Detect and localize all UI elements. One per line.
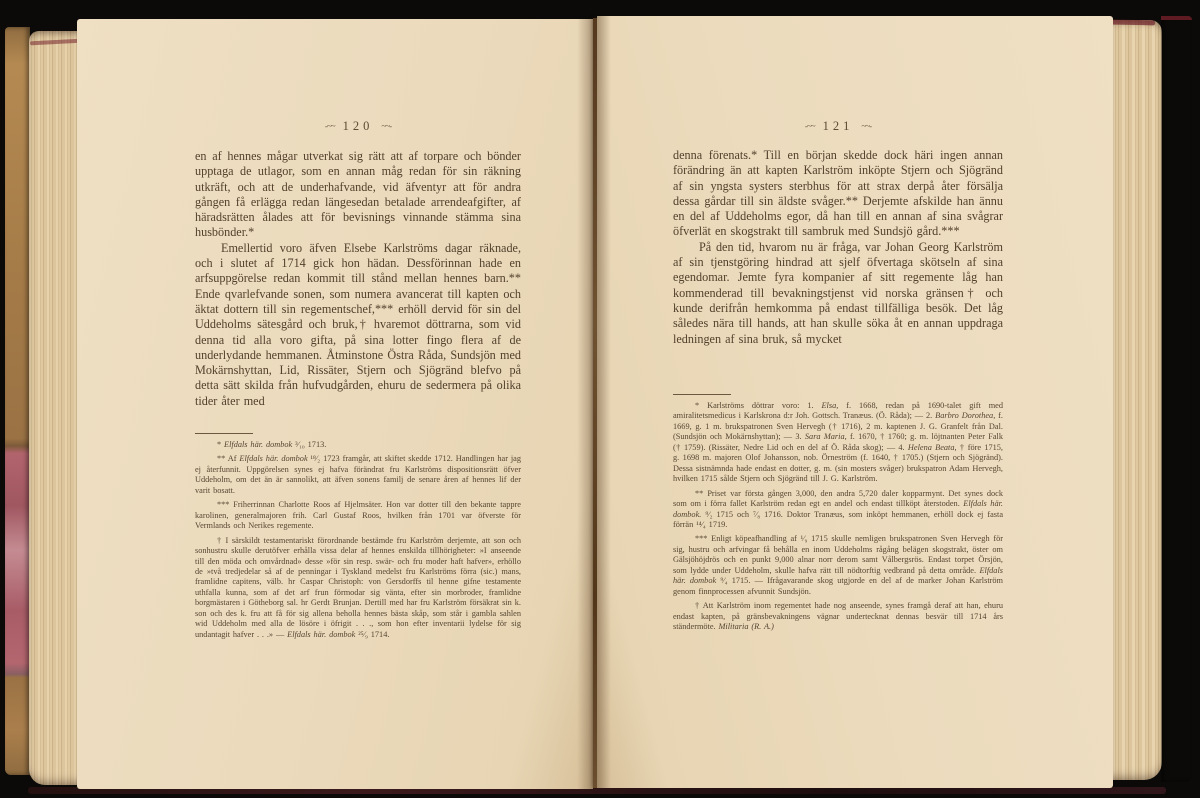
page-right	[597, 16, 1113, 788]
footnotes-block	[195, 440, 521, 644]
footnote: † Att Karlström inom regementet hade nog anseende, synes framgå deraf att han, ehuru endast kapten, på gränsbevakningens vägnar undertecknat dennas besvär till 1714 års ständermöte. Militaria (R. A.)	[673, 601, 1003, 632]
page-number: 120	[342, 119, 374, 133]
paragraph: Emellertid voro äfven Elsebe Karlströms dagar räknade, och i slutet af 1714 gick hon hädan. Dessförinnan hade en arfsuppgörelse redan kommit till stånd mellan hennes barn.** Ende qvarlefvande sonen, som numera avancerat till kapten och äktat dottern till sin regementschef,*** erhöll dervid för sin del Uddeholms sätesgård och bruk,† hvaremot döttrarna, som vid denna tid alla voro gifta, på sina lotter fingo flera af de underlydande hemmanen. Åtminstone Östra Råda, Sundsjön med Mokärnshyttan, Lid, Rissäter, Stjern och Sjögränd blefvo på detta sätt skilda från hufvudgården, ehuru de sedermera på olika tider åter med	[195, 240, 521, 408]
main-text-block	[673, 148, 1003, 347]
paragraph: denna förenats.* Till en början skedde dock häri ingen annan förändring än att kapten Karlström inköpte Stjern och Sjögränd af sin yngsta systers sterbhus för att strax derpå åter försälja dessa gårdar till sin äldste svåger.** Derjemte afskilde han ännu en del af Uddeholms egor, då han till en annan af sina svågrar öfverlät en skogstrakt till sambruk med Sundsjö gård.***	[673, 148, 1003, 239]
footnote: ** Af Elfdals här. dombok ¹⁸⁄₂ 1723 framgår, att skiftet skedde 1712. Handlingen har jag ej återfunnit. Uppgörelsen synes ej hafva förändrat fru Karlströms dispositionsrätt öfver Uddeholm, om det än är sannolikt, att äfven sonens familj de senare åren af hennes lif der varit bosatt.	[195, 454, 521, 495]
page-edges-right	[1112, 20, 1162, 780]
page-number: 121	[822, 119, 854, 133]
footnote: † I särskildt testamentariskt förordnande bestämde fru Karlström derjemte, att son och sonhustru skulle derutöfver erhålla vissa delar af hennes enskilda tillhörigheter: »I anseende till den möda och omvårdnad» desse »för sin resp. swär- och fru moder haft hafver», erhöllo de »två tredjedelar så af de penningar i Tyskland medelst fru Karlströms förra (sic.) mans, framlidne capitens, välb. hr Caspar Christoph: von Gersdorffs til henne gifne testamente uthfalla kunna, som af det arf frun förmodar sig vänta, efter sin morbroder, framlidne borgmästaren i Götheborg sal. hr Gerdt Brunjan. Dertill med har fru Karlström försäkrat sin k. son och des k. fru att få för sig allena beholla hennes bästa skåp, som står i gambla sahlen wid Uddeholm med alla de lösöre i öfrigit . . ., som hon efter inventarii lydelse för sig undantagit hafver . . .» — Elfdals här. dombok ²⁵⁄₉ 1714.	[195, 535, 521, 639]
header-flourish-icon: -~~	[324, 120, 335, 131]
footnote: * Elfdals här. dombok ³⁄₁₀ 1713.	[217, 440, 327, 449]
footnote-rule	[195, 433, 253, 434]
footnote: *** Friherrinnan Charlotte Roos af Hjelmsäter. Hon var dotter till den bekante tappre karolinen, generalmajoren frih. Carl Gustaf Roos, hvilken från 1701 var öfverste för Vermlands och Nerikes regemente.	[195, 500, 521, 531]
paragraph: På den tid, hvarom nu är fråga, var Johan Georg Karlström af sin tjenstgöring hindrad att sjelf öfvertaga skötseln af sina egendomar. Jemte fyra kompanier af sitt regemente låg han kommenderad till bevakningstjenst vid norska gränsen† och kunde derifrån hemkomma på endast tillfälliga besök. Det låg således nära till hands, att han skulle söka åt en annan uppdraga ledningen af sina bruk, så mycket	[673, 239, 1003, 346]
book-cover-right	[1161, 16, 1192, 782]
footnote: *** Enligt köpeafhandling af ¹⁄₉ 1715 skulle nemligen brukspatronen Sven Hervegh för sig, hustru och arfvingar få behålla en inom Uddeholms rågång belägen skogstrakt, öster om Gälsjöhöjdrös och en punkt 9,000 alnar norr derom samt Vålbergsrös. Endast torpet Örsjön, som lydde under Uddeholm, skulle hafva rätt till nödtorftig vedbrand på detta område. Elfdals här. dombok ⁹⁄₄ 1715. — Ifrågavarande skog utgjorde en del af de marker Johan Karlström genom finnprocessen afvunnit Sundsjön.	[673, 534, 1003, 596]
header-flourish-icon: -~~	[804, 120, 815, 131]
page-left	[77, 19, 593, 789]
paragraph: en af hennes mågar utverkat sig rätt att af torpare och bönder upptaga de utlagor, som en annan måg redan för sin räkning utkräft, och att de underhafvande, vid äfventyr att för andra gången få erlägga redan längesedan betalade arrendeafgifter, af häradsrätten ålades att för bevisnings vinnande stämma sina husbönder.*	[195, 149, 521, 240]
footnotes-block	[673, 401, 1003, 637]
running-head	[673, 119, 1003, 134]
footnote: * Karlströms döttrar voro: 1. Elsa, f. 1668, redan på 1690-talet gift med amiralitetsmedicus i Karlskrona d:r Joh. Gottsch. Tranæus. (Ö. Råda); — 2. Barbro Dorothea, f. 1669, g. 1 m. brukspatronen Sven Hervegh († 1716), 2 m. kaptenen J. G. Granfelt från Dal. (Sundsjön och Mokärnshyttan); — 3. Sara Maria, f. 1670, † 1760; g. m. löjtnanten Peter Falk († 1759). (Rissäter, Nedre Lid och en del af Ö. Råda skog); — 4. Helena Beata, † före 1715, g. 1698 m. majoren Olof Johansson, nob. Örneström (f. 1640, † 1705.) (Stjern och Sjögränd). Dessa sistnämnda hade endast en dotter, g. m. (sin mosters svåger) brukspatron Adam Hervegh, hvilken 1715 sålde Stjern och Sjögränd till J. G. Karlström.	[673, 401, 1004, 484]
header-flourish-icon: ~~-	[381, 120, 392, 131]
footnote-rule	[673, 394, 731, 395]
footnote: ** Priset var första gången 3,000, den andra 5,720 daler kopparmynt. Det synes dock som om i förra fallet Karlström redan egt en andel och endast tillköpt återstoden. Elfdals här. dombok. ⁹⁄₂ 1715 och ⁷⁄₈ 1716. Doktor Tranæus, som inköpt hemmanen, erhöll dock ej fasta förrän ¹⁴⁄₄ 1719.	[673, 488, 1003, 529]
running-head	[195, 119, 521, 134]
header-flourish-icon: ~~-	[861, 120, 872, 131]
book-cover-left	[5, 27, 30, 775]
main-text-block	[195, 149, 521, 409]
page-edges-left	[29, 31, 79, 785]
